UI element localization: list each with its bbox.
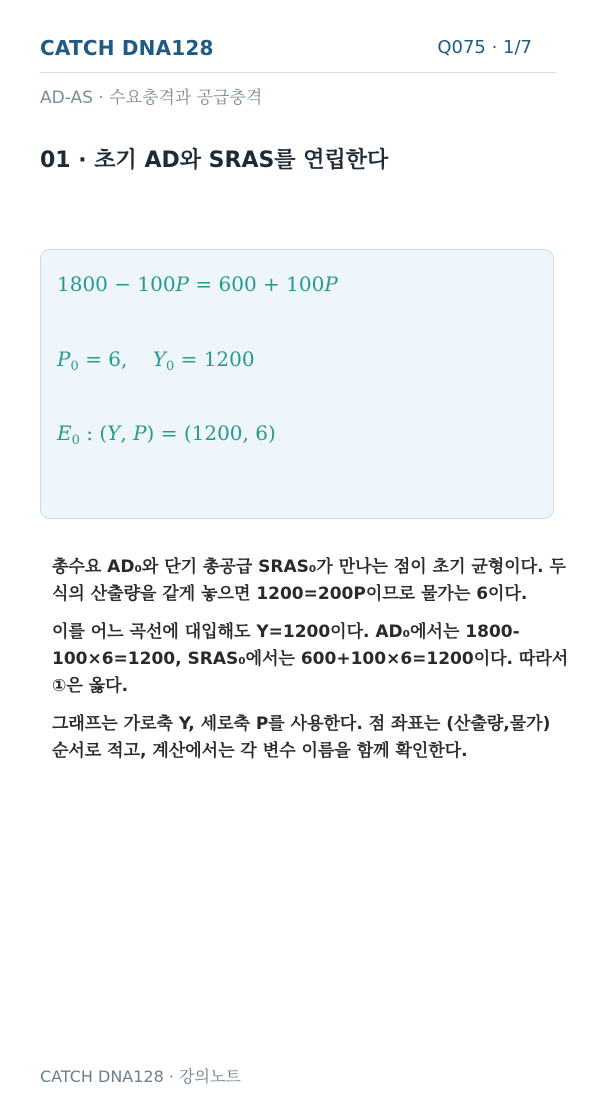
- equation-box: [40, 249, 554, 519]
- topic-subtitle: AD-AS · 수요충격과 공급충격: [40, 88, 263, 108]
- explanation-text: [52, 554, 572, 776]
- equation-solution: $P_0 = 6$, $Y_0 = 1200$: [57, 347, 255, 374]
- question-counter: Q075 · 1/7: [437, 37, 532, 58]
- equation-equilibrium-condition: 1800 − 100P = 600 + 100P: [57, 272, 338, 296]
- section-title: 01 · 초기 AD와 SRAS를 연립한다: [40, 148, 389, 173]
- paragraph-3: 그래프는 가로축 Y, 세로축 P를 사용한다. 점 좌표는 (산출량,물가) 순서로 적고, 계산에서는 각 변수 이름을 함께 확인한다.: [52, 714, 551, 761]
- paragraph-2: 이를 어느 곡선에 대입해도 Y=1200이다. AD₀에서는 1800-100×6=1200, SRAS₀에서는 600+100×6=1200이다. 따라서 ①은 옳다.: [52, 622, 569, 696]
- brand-title: CATCH DNA128: [40, 36, 214, 60]
- paragraph-1: 총수요 AD₀와 단기 총공급 SRAS₀가 만나는 점이 초기 균형이다. 두 식의 산출량을 같게 놓으면 1200=200P이므로 물가는 6이다.: [52, 557, 566, 604]
- page-footer: CATCH DNA128 · 강의노트: [40, 1067, 241, 1086]
- equation-equilibrium-point: $E_0$ : (Y, P) = (1200, 6): [57, 421, 276, 448]
- page-header: [40, 36, 556, 73]
